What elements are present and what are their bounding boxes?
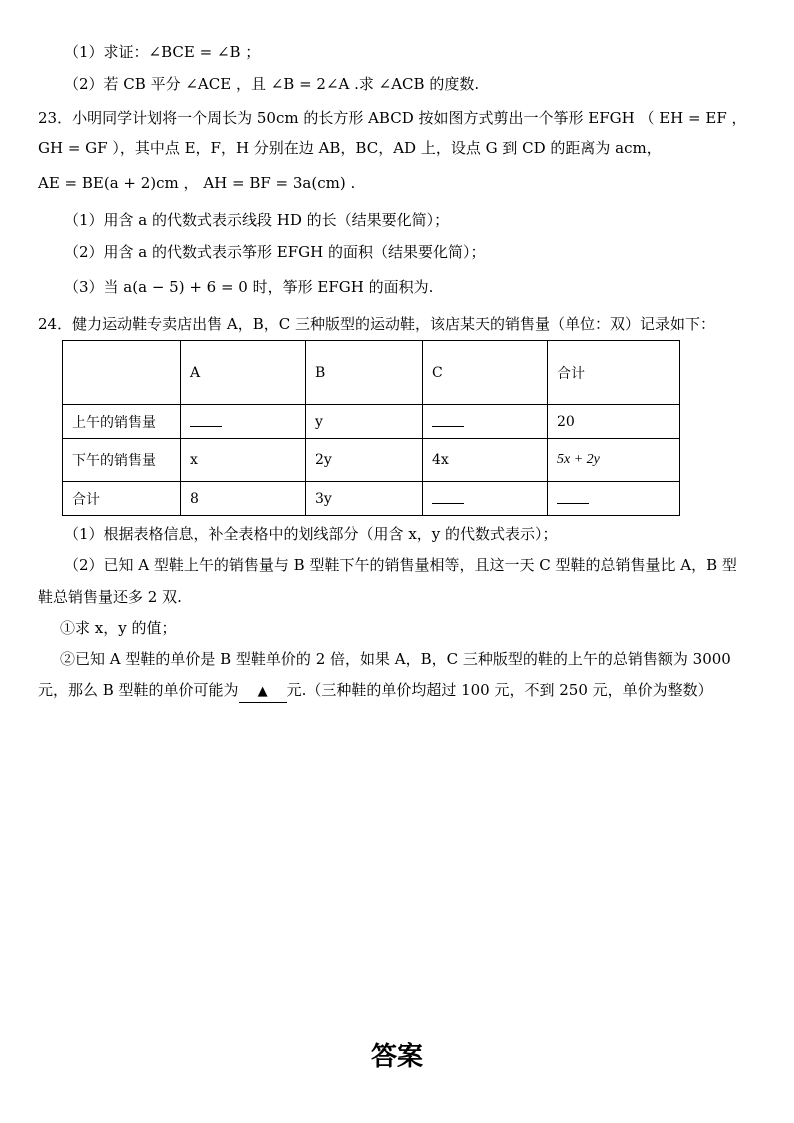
table-cell: 8 [181, 482, 306, 516]
blank-cell [423, 482, 548, 516]
fill-blank [432, 489, 464, 504]
answer-blank-triangle-mark: ▲ [239, 682, 287, 703]
table-cell: 2y [306, 439, 423, 482]
q24-circle2-line1: ②已知 A 型鞋的单价是 B 型鞋单价的 2 倍，如果 A，B，C 三种版型的鞋的上午的总销售额为 3000 [60, 650, 731, 668]
blank-cell [423, 405, 548, 439]
table-cell: y [306, 405, 423, 439]
row-label: 上午的销售量 [63, 405, 181, 439]
q23-line3: AE = BE(a + 2)cm ， AH = BF = 3a(cm) . [38, 174, 356, 192]
q22-part2: （2）若 CB 平分 ∠ACE ，且 ∠B = 2∠A .求 ∠ACB 的度数. [64, 75, 480, 93]
q23-sub1: （1）用含 a 的代数式表示线段 HD 的长（结果要化简）； [64, 211, 450, 229]
q24-circle1: ①求 x，y 的值； [60, 619, 177, 637]
table-cell: 5x + 2y [548, 439, 680, 482]
q24-sub2-line1: （2）已知 A 型鞋上午的销售量与 B 型鞋下午的销售量相等，且这一天 C 型鞋的总销售量比 A，B 型 [64, 556, 737, 574]
table-cell [63, 341, 181, 405]
table-header-b: B [306, 341, 423, 405]
table-row [63, 439, 680, 482]
table-row [63, 482, 680, 516]
table-header-total: 合计 [548, 341, 680, 405]
line-text: 元.（三种鞋的单价均超过 100 元，不到 250 元，单价为整数） [286, 681, 713, 699]
q24-sub1: （1）根据表格信息，补全表格中的划线部分（用含 x，y 的代数式表示）； [64, 525, 558, 543]
table-header-a: A [181, 341, 306, 405]
q24-circle2-line2 [38, 680, 713, 703]
sales-table [62, 340, 680, 516]
table-cell: 3y [306, 482, 423, 516]
row-label: 合计 [63, 482, 181, 516]
q24-sub2-line2: 鞋总销售量还多 2 双. [38, 588, 182, 606]
table-header-c: C [423, 341, 548, 405]
fill-blank [190, 412, 222, 427]
blank-cell [548, 482, 680, 516]
table-cell: 20 [548, 405, 680, 439]
table-row [63, 405, 680, 439]
q23-sub3: （3）当 a(a − 5) + 6 = 0 时，筝形 EFGH 的面积为. [64, 278, 434, 296]
row-label: 下午的销售量 [63, 439, 181, 482]
table-cell: x [181, 439, 306, 482]
q24-intro: 24．健力运动鞋专卖店出售 A，B，C 三种版型的运动鞋，该店某天的销售量（单位：双）记录如下： [38, 315, 715, 333]
blank-cell [181, 405, 306, 439]
line-text: 元，那么 B 型鞋的单价可能为 [38, 681, 239, 699]
table-header-row [63, 341, 680, 405]
q23-sub2: （2）用含 a 的代数式表示筝形 EFGH 的面积（结果要化简）； [64, 243, 486, 261]
fill-blank [557, 489, 589, 504]
fill-blank [432, 412, 464, 427]
q23-line1: 23．小明同学计划将一个周长为 50cm 的长方形 ABCD 按如图方式剪出一个筝形 EFGH （ EH = EF ， [38, 109, 747, 127]
answers-heading: 答案 [370, 1042, 423, 1072]
q23-line2: GH = GF ），其中点 E，F，H 分别在边 AB，BC，AD 上，设点 G 到 CD 的距离为 acm， [38, 139, 662, 157]
q22-part1: （1）求证：∠BCE = ∠B ； [64, 43, 261, 61]
table-cell: 4x [423, 439, 548, 482]
